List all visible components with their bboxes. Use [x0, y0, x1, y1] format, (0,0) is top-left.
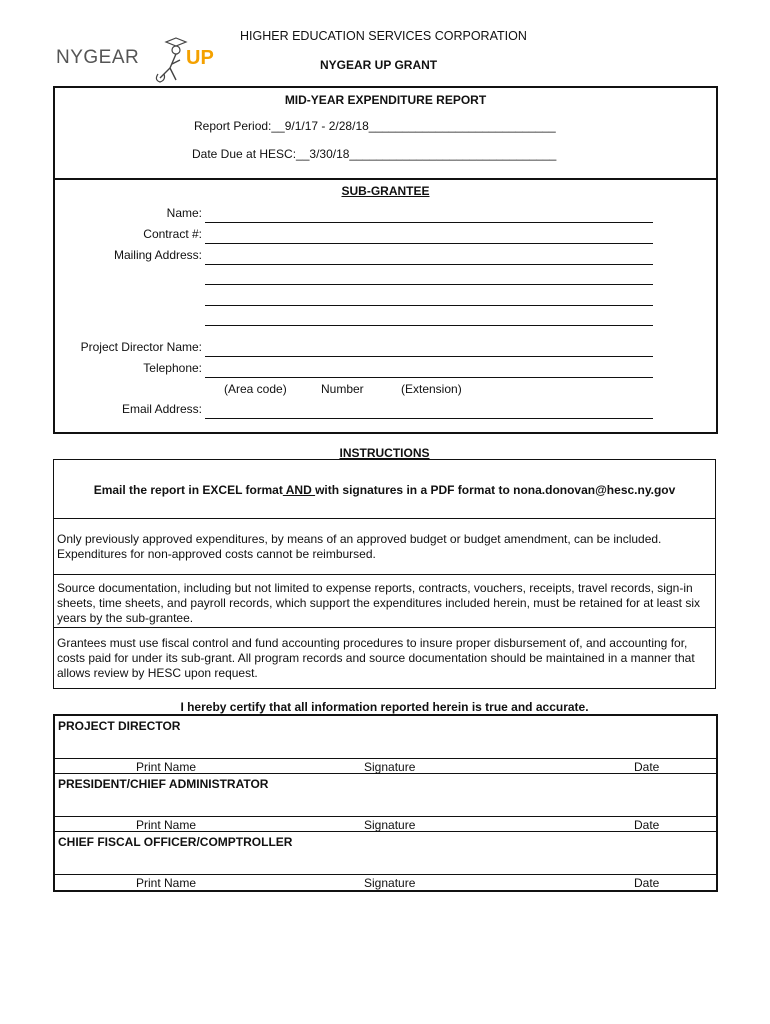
signature-box [53, 714, 718, 892]
report-period-label: Report Period: [194, 119, 272, 133]
due-date [192, 147, 556, 161]
report-header-box [53, 86, 718, 180]
organization-name: HIGHER EDUCATION SERVICES CORPORATION [240, 29, 527, 43]
signature-label: Signature [364, 760, 416, 774]
email-field[interactable] [205, 418, 653, 419]
print-name-label: Print Name [136, 876, 197, 890]
email-instruction [54, 460, 715, 519]
mailing-address-line-1[interactable] [205, 264, 653, 265]
print-name-label: Print Name [136, 818, 197, 832]
email-instruction-and: AND [282, 483, 316, 497]
subgrantee-box [53, 178, 718, 434]
instruction-approved-expenditures: Only previously approved expenditures, by means of an approved budget or budget amendment, can be included. Expenditures for non-approved costs cannot be reimbursed. [54, 519, 715, 575]
area-code-caption: (Area code) [224, 382, 287, 396]
logo-text: NYGEAR [56, 47, 140, 68]
email-label: Email Address: [121, 402, 202, 416]
cfo-section-title: CHIEF FISCAL OFFICER/COMPTROLLER [58, 835, 293, 849]
nygear-up-logo [54, 34, 224, 84]
print-name-label: Print Name [136, 760, 197, 774]
certification-statement: I hereby certify that all information reported herein is true and accurate. [180, 700, 589, 714]
due-date-label: Date Due at HESC: [192, 147, 297, 161]
president-signature-line[interactable] [55, 816, 716, 817]
report-period-value: __9/1/17 - 2/28/18____________________________ [271, 119, 556, 133]
date-label: Date [634, 760, 660, 774]
instructions-title: INSTRUCTIONS [339, 446, 430, 460]
name-field[interactable] [205, 222, 653, 223]
due-date-value: __3/30/18_______________________________ [296, 147, 557, 161]
president-section-title: PRESIDENT/CHIEF ADMINISTRATOR [58, 777, 269, 791]
project-director-signature-line[interactable] [55, 758, 716, 759]
mailing-address-line-4[interactable] [205, 325, 653, 326]
instructions-box [53, 459, 716, 689]
subgrantee-title: SUB-GRANTEE [341, 184, 430, 198]
mailing-address-line-3[interactable] [205, 305, 653, 306]
email-instruction-pre: Email the report in EXCEL format [93, 483, 283, 497]
telephone-label: Telephone: [143, 361, 202, 375]
project-director-label: Project Director Name: [80, 340, 202, 354]
name-label: Name: [166, 206, 202, 220]
logo-up-text: UP [186, 47, 214, 69]
mailing-address-label: Mailing Address: [113, 248, 202, 262]
cfo-signature-line[interactable] [55, 874, 716, 875]
report-period [194, 119, 556, 133]
extension-caption: (Extension) [401, 382, 462, 396]
email-instruction-post: with signatures in a PDF format to nona.donovan@hesc.ny.gov [315, 483, 676, 497]
instruction-source-documentation: Source documentation, including but not limited to expense reports, contracts, vouchers, receipts, travel records, sign-in sheets, time sheets, and payroll records, which support the expenditures included herein, must be retained for at least six years by the sub-grantee. [54, 575, 715, 628]
project-director-section-title: PROJECT DIRECTOR [58, 719, 181, 733]
grant-name: NYGEAR UP GRANT [320, 58, 438, 72]
project-director-field[interactable] [205, 356, 653, 357]
contract-label: Contract #: [143, 227, 202, 241]
telephone-field[interactable] [205, 377, 653, 378]
section-divider [55, 773, 716, 774]
signature-label: Signature [364, 876, 416, 890]
section-divider [55, 831, 716, 832]
date-label: Date [634, 818, 660, 832]
report-title: MID-YEAR EXPENDITURE REPORT [284, 93, 487, 107]
mailing-address-line-2[interactable] [205, 284, 653, 285]
instruction-fiscal-control: Grantees must use fiscal control and fund accounting procedures to insure proper disbursement of, and accounting for, costs paid for under its sub-grant. All program records and source documentation should be maintained in a manner that allows review by HESC upon request. [57, 636, 695, 680]
number-caption: Number [321, 382, 364, 396]
signature-label: Signature [364, 818, 416, 832]
contract-field[interactable] [205, 243, 653, 244]
date-label: Date [634, 876, 660, 890]
